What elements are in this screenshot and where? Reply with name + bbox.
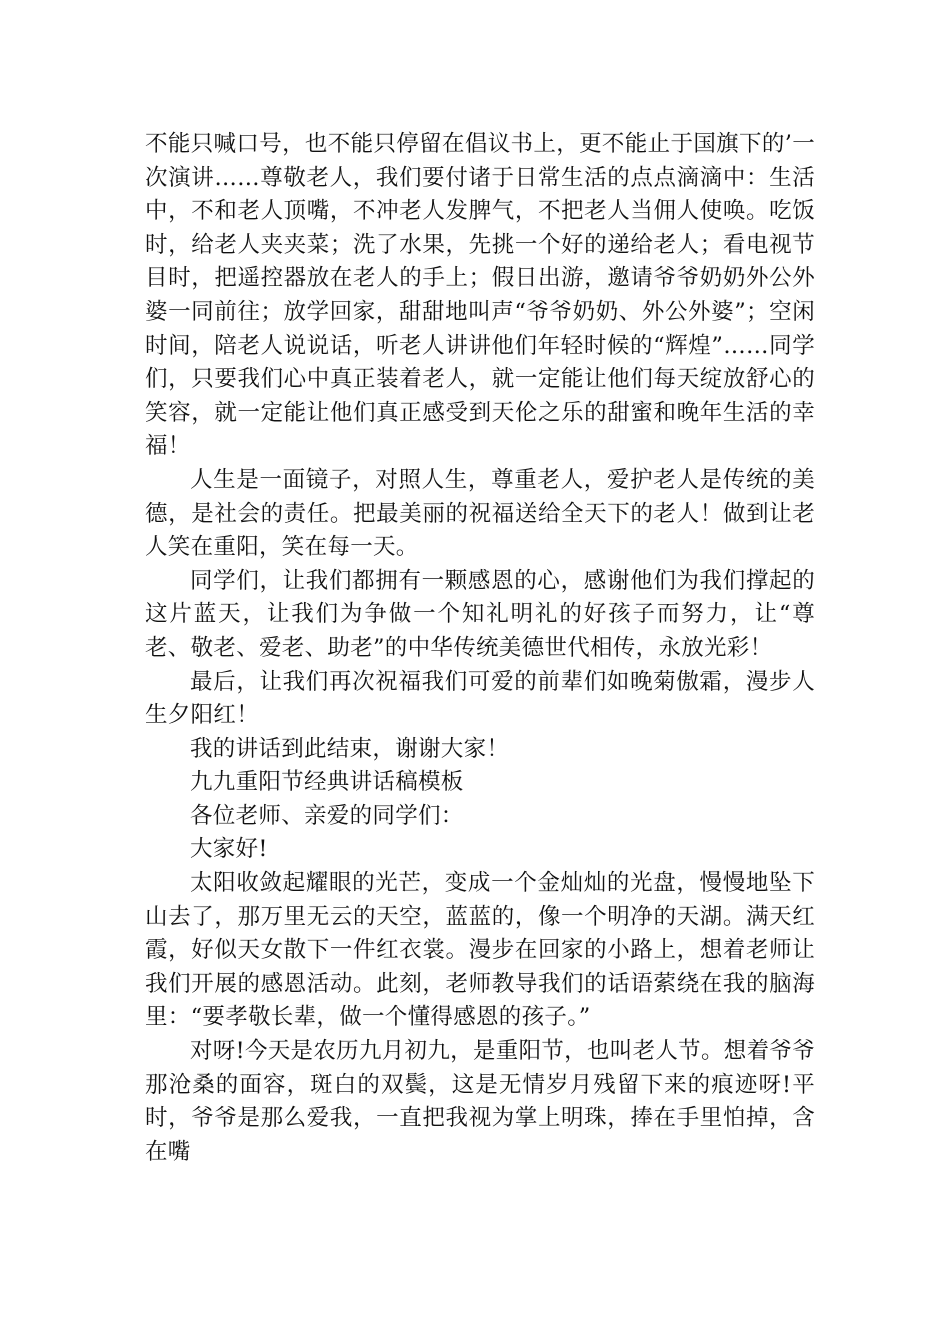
paragraph-gratitude: 同学们，让我们都拥有一颗感恩的心，感谢他们为我们撑起的这片蓝天，让我们为争做一个知礼明礼的好孩子而努力，让“尊老、敬老、爱老、助老”的中华传统美德世代相传，永放光彩！ xyxy=(145,567,815,661)
paragraph-continuation: 不能只喊口号，也不能只停留在倡议书上，更不能止于国旗下的’一次演讲……尊敬老人，我们要付诸于日常生活的点点滴滴中：生活中，不和老人顶嘴，不冲老人发脾气，不把老人当佣人使唤。吃饭时，给老人夹夹菜；洗了水果，先挑一个好的递给老人；看电视节目时，把遥控器放在老人的手上；假日出游，邀请爷爷奶奶外公外婆一同前往；放学回家，甜甜地叫声“爷爷奶奶、外公外婆”；空闲时间，陪老人说说话，听老人讲讲他们年轻时候的“辉煌”……同学们，只要我们心中真正装着老人，就一定能让他们每天绽放舒心的笑容，就一定能让他们真正感受到天伦之乐的甜蜜和晚年生活的幸福！ xyxy=(145,131,815,460)
greeting: 大家好! xyxy=(190,836,268,863)
paragraph-closing: 我的讲话到此结束，谢谢大家！ xyxy=(190,735,510,762)
paragraph-final-blessing: 最后，让我们再次祝福我们可爱的前辈们如晚菊傲霜，漫步人生夕阳红！ xyxy=(145,668,815,729)
document-body xyxy=(145,128,815,1169)
paragraph-mirror-of-life: 人生是一面镜子，对照人生，尊重老人，爱护老人是传统的美德，是社会的责任。把最美丽的祝福送给全天下的老人！做到让老人笑在重阳，笑在每一天。 xyxy=(145,466,815,561)
paragraph-sunset: 太阳收敛起耀眼的光芒，变成一个金灿灿的光盘，慢慢地坠下山去了，那万里无云的天空，蓝蓝的，像一个明净的天湖。满天红霞，好似天女散下一件红衣裳。漫步在回家的小路上，想着老师让我们开展的感恩活动。此刻，老师教导我们的话语萦绕在我的脑海里：“要孝敬长辈，做一个懂得感恩的孩子。” xyxy=(145,870,815,1031)
paragraph-chongyang: 对呀!今天是农历九月初九，是重阳节，也叫老人节。想着爷爷那沧桑的面容，斑白的双鬓，这是无情岁月残留下来的痕迹呀!平时，爷爷是那么爱我，一直把我视为掌上明珠，捧在手里怕掉，含在嘴 xyxy=(145,1038,815,1165)
salutation: 各位老师、亲爱的同学们： xyxy=(190,802,464,829)
section-title: 九九重阳节经典讲话稿模板 xyxy=(190,769,464,796)
